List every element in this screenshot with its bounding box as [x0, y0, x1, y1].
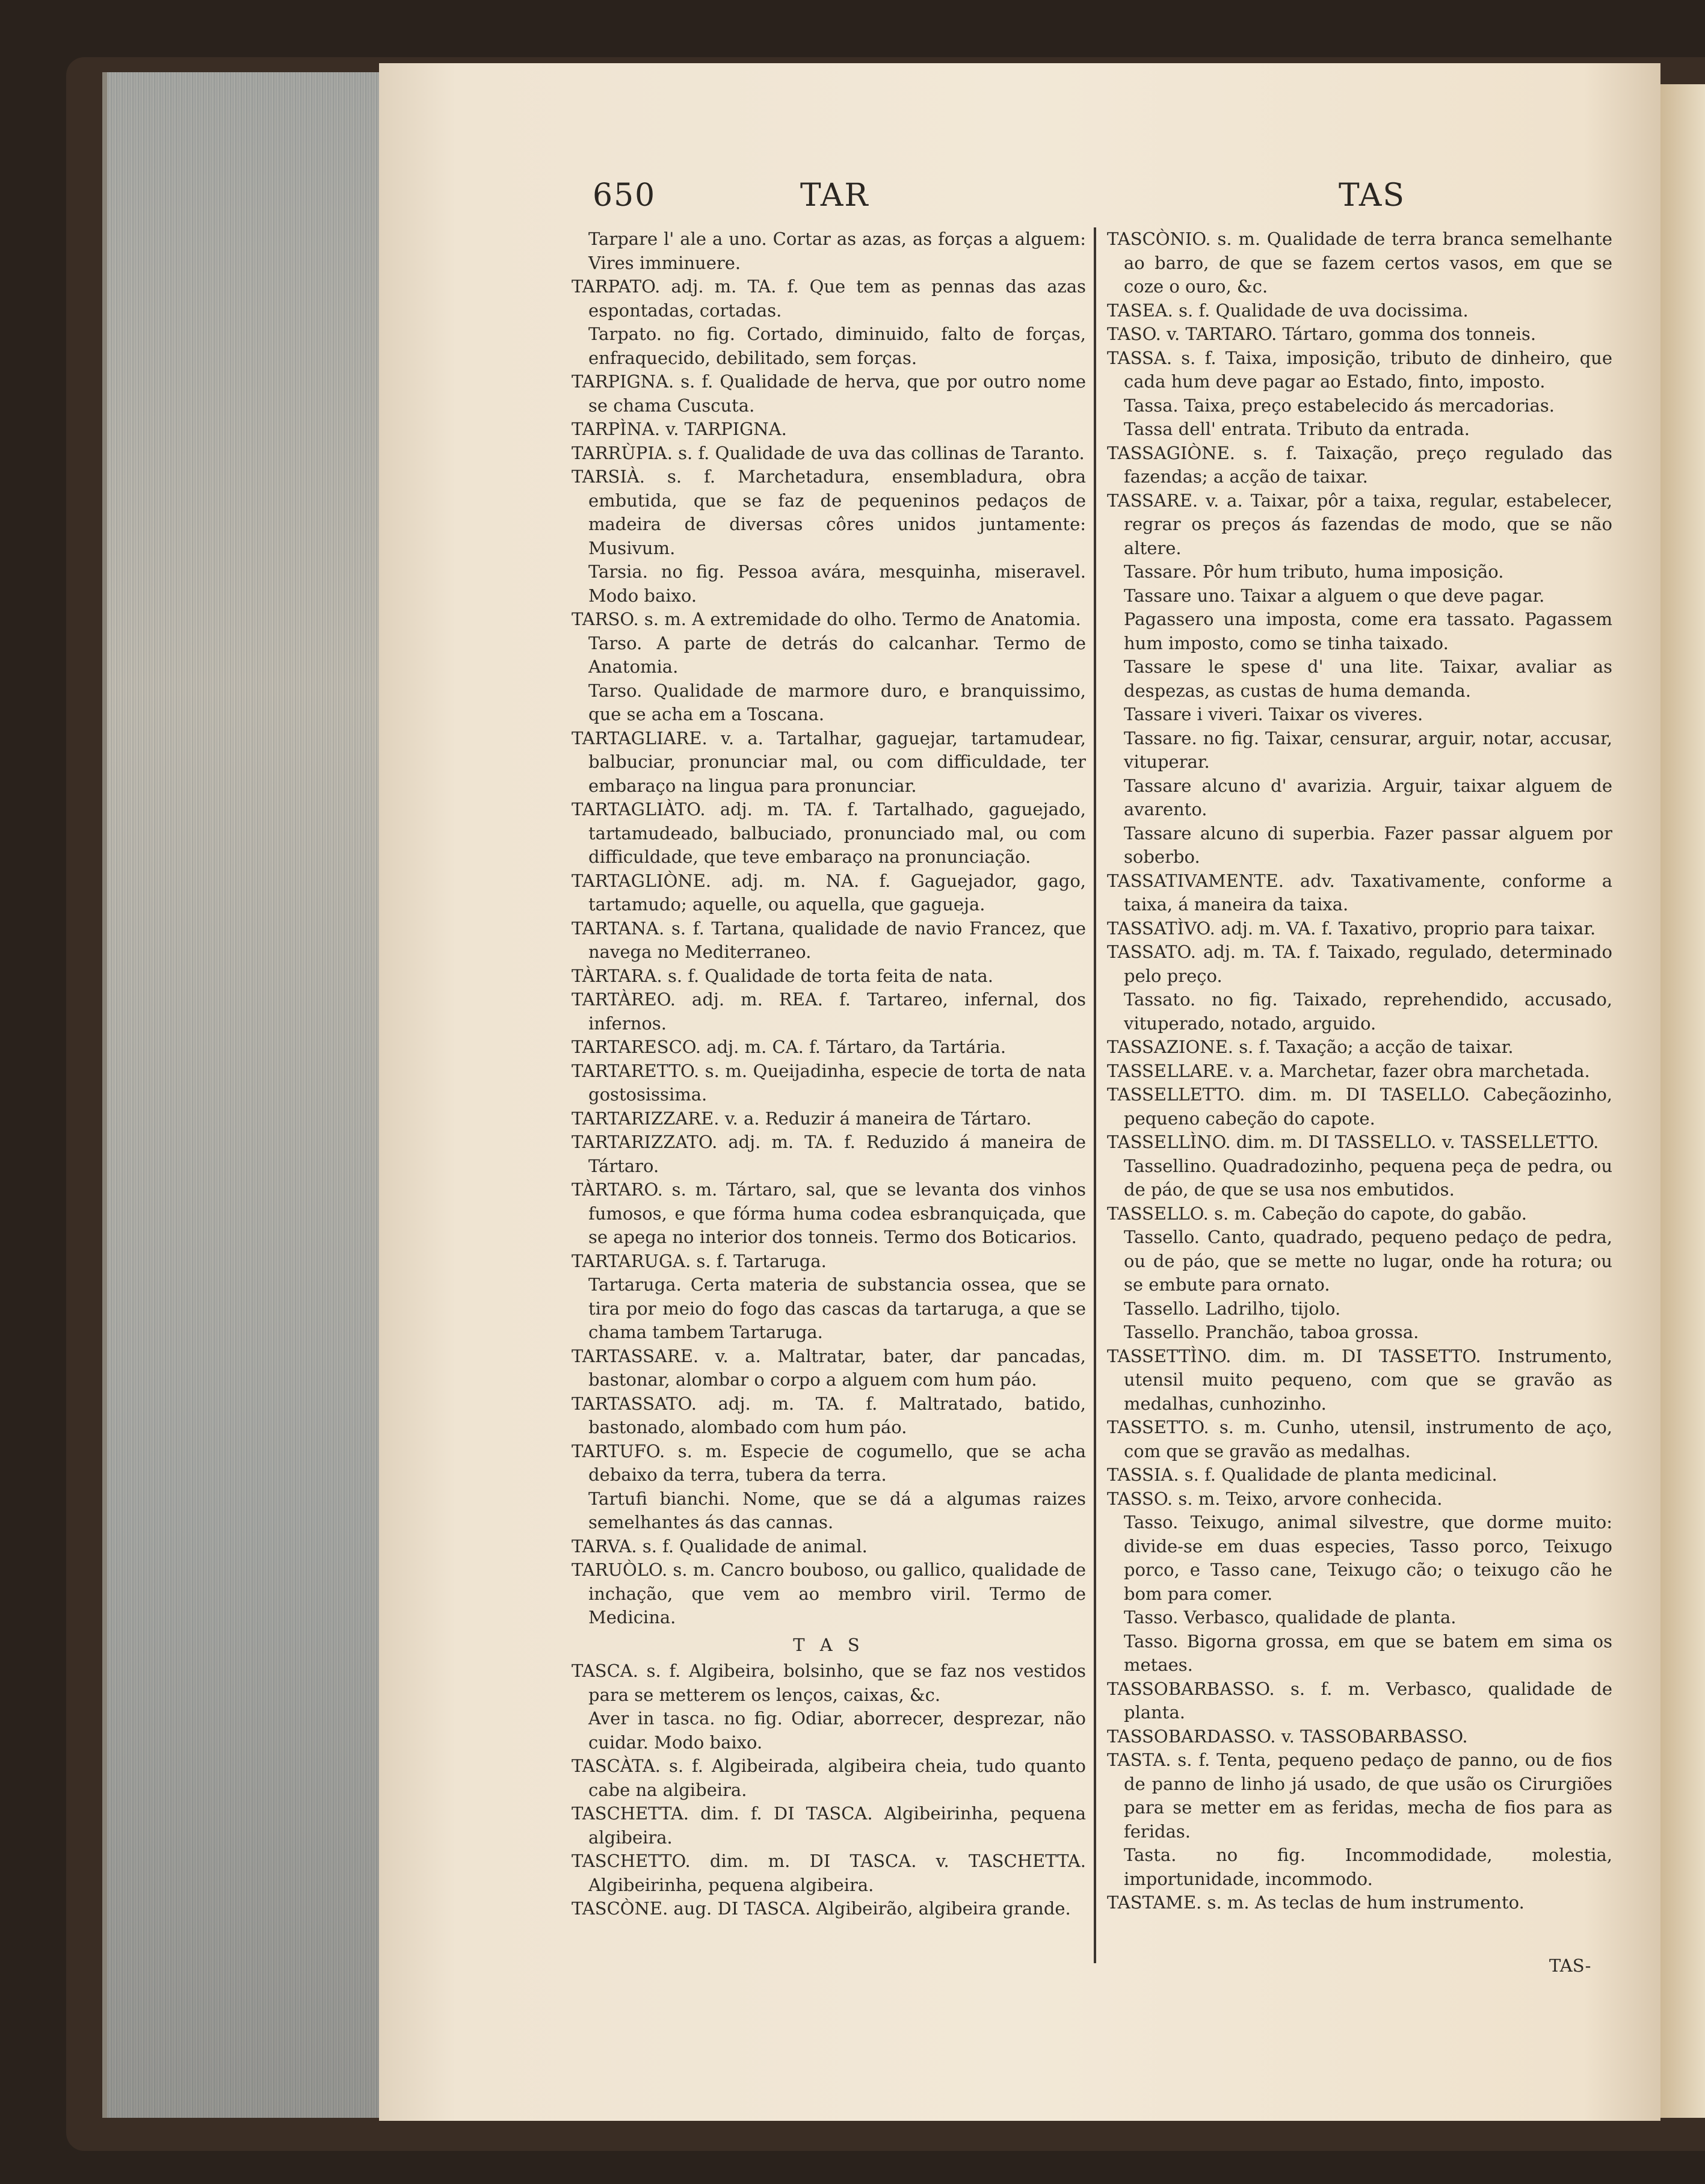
entry-subsense: Tasso. Bigorna grossa, em que se batem em sima os metaes.: [1124, 1630, 1612, 1675]
right-column: [1107, 227, 1612, 1915]
dictionary-entry: TASSATIVAMENTE. adv. Taxativamente, conforme a taixa, á maneira da taixa.: [1107, 870, 1612, 915]
dictionary-entry: TARTÀREO. adj. m. REA. f. Tartareo, infernal, dos infernos.: [572, 989, 1086, 1034]
dictionary-entry: TASCHETTO. dim. m. DI TASCA. v. TASCHETTA. Algibeirinha, pequena algibeira.: [572, 1851, 1086, 1895]
dictionary-entry: TÀRTARO. s. m. Tártaro, sal, que se levanta dos vinhos fumosos, e que fórma huma codea esbranquiçada, que se apega no interior dos tonneis. Termo dos Boticarios.: [572, 1179, 1086, 1247]
dictionary-entry: TASCA. s. f. Algibeira, bolsinho, que se faz nos vestidos para se metterem os lenços, caixas, &c.: [572, 1661, 1086, 1705]
dictionary-entry: TARTARETTO. s. m. Queijadinha, especie de torta de nata gostosissima.: [572, 1060, 1086, 1105]
entry-subsense: Tassellino. Quadradozinho, pequena peça de pedra, ou de páo, de que se usa nos embutidos.: [1124, 1155, 1612, 1200]
dictionary-entry: TASCÒNIO. s. m. Qualidade de terra branca semelhante ao barro, de que se fazem certos vasos, em que se coze o ouro, &c.: [1107, 229, 1612, 297]
dictionary-entry: TASO. v. TARTARO. Tártaro, gomma dos tonneis.: [1107, 324, 1537, 344]
entry-subsense: Tassello. Pranchão, taboa grossa.: [1124, 1322, 1419, 1342]
column-rule: [1094, 227, 1096, 1963]
entry-subsense: Tarpare l' ale a uno. Cortar as azas, as forças a alguem: Vires imminuere.: [588, 229, 1086, 273]
dictionary-entry: TARTARIZZARE. v. a. Reduzir á maneira de Tártaro.: [572, 1108, 1032, 1129]
running-head-left: TAR: [800, 177, 869, 214]
dictionary-entry: TASSOBARDASSO. v. TASSOBARBASSO.: [1107, 1726, 1468, 1747]
entry-subsense: Tassa dell' entrata. Tributo da entrada.: [1124, 419, 1470, 439]
entry-subsense: Tasso. Verbasco, qualidade de planta.: [1124, 1607, 1457, 1627]
dictionary-entry: TASSAZIONE. s. f. Taxação; a acção de taixar.: [1107, 1037, 1514, 1057]
dictionary-entry: TARTANA. s. f. Tartana, qualidade de navio Francez, que navega no Mediterraneo.: [572, 918, 1086, 962]
entry-subsense: Tassare uno. Taixar a alguem o que deve pagar.: [1124, 585, 1545, 606]
dictionary-entry: TASSO. s. m. Teixo, arvore conhecida.: [1107, 1488, 1443, 1509]
dictionary-entry: TARUÒLO. s. m. Cancro bouboso, ou gallico, qualidade de inchação, que vem ao membro viril. Termo de Medicina.: [572, 1559, 1086, 1627]
catchword: TAS-: [1549, 1955, 1591, 1976]
dictionary-entry: TARPÌNA. v. TARPIGNA.: [572, 419, 787, 439]
entry-subsense: Tasta. no fig. Incommodidade, molestia, importunidade, incommodo.: [1124, 1845, 1612, 1889]
entry-subsense: Tassare alcuno di superbia. Fazer passar alguem por soberbo.: [1124, 822, 1612, 867]
dictionary-entry: TÀRTARA. s. f. Qualidade de torta feita de nata.: [572, 965, 993, 986]
dictionary-entry: TARPATO. adj. m. TA. f. Que tem as pennas das azas espontadas, cortadas.: [572, 276, 1086, 321]
section-heading: T A S: [793, 1634, 865, 1655]
dictionary-entry: TARTUFO. s. m. Especie de cogumello, que se acha debaixo da terra, tubera da terra.: [572, 1440, 1086, 1485]
dictionary-entry: TASSETTÌNO. dim. m. DI TASSETTO. Instrumento, utensil muito pequeno, com que se gravão as medalhas, cunhozinho.: [1107, 1345, 1612, 1414]
dictionary-entry: TASCÒNE. aug. DI TASCA. Algibeirão, algibeira grande.: [572, 1898, 1071, 1919]
dictionary-entry: TARTAGLIARE. v. a. Tartalhar, gaguejar, tartamudear, balbuciar, pronunciar mal, ou com difficuldade, ter embaraço na lingua para pronunciar.: [572, 727, 1086, 796]
entry-subsense: Pagassero una imposta, come era tassato. Pagassem hum imposto, como se tinha taixado.: [1124, 609, 1612, 653]
dictionary-entry: TASSARE. v. a. Taixar, pôr a taixa, regular, estabelecer, regrar os preços ás fazendas de modo, que se não altere.: [1107, 490, 1612, 558]
dictionary-entry: TARTASSARE. v. a. Maltratar, bater, dar pancadas, bastonar, alombar o corpo a alguem com hum páo.: [572, 1345, 1086, 1390]
page-edges: [102, 72, 384, 2118]
dictionary-entry: TARSO. s. m. A extremidade do olho. Termo de Anatomia.: [572, 609, 1081, 629]
dictionary-entry: TASSA. s. f. Taixa, imposição, tributo de dinheiro, que cada hum deve pagar ao Estado, finto, imposto.: [1107, 347, 1612, 392]
entry-subsense: Tassare i viveri. Taixar os viveres.: [1124, 704, 1423, 724]
entry-subsense: Tassare alcuno d' avarizia. Arguir, taixar alguem de avarento.: [1124, 775, 1612, 819]
dictionary-entry: TARTARIZZATO. adj. m. TA. f. Reduzido á maneira de Tártaro.: [572, 1132, 1086, 1176]
dictionary-entry: TASSELLETTO. dim. m. DI TASELLO. Cabeçãozinho, pequeno cabeção do capote.: [1107, 1084, 1612, 1129]
entry-subsense: Tartufi bianchi. Nome, que se dá a algumas raizes semelhantes ás das cannas.: [588, 1488, 1086, 1532]
dictionary-entry: TASSELLÌNO. dim. m. DI TASSELLO. v. TASSELLETTO.: [1107, 1132, 1599, 1152]
dictionary-entry: TARRÙPIA. s. f. Qualidade de uva das collinas de Taranto.: [572, 442, 1085, 463]
dictionary-entry: TASEA. s. f. Qualidade de uva docissima.: [1107, 300, 1469, 321]
left-column: [572, 227, 1086, 1921]
entry-subsense: Tasso. Teixugo, animal silvestre, que dorme muito: divide-se em duas especies, Tasso porco, Teixugo porco, e Tasso cane, Teixugo cão; o teixugo cão he bom para comer.: [1124, 1512, 1612, 1604]
entry-subsense: Tarso. A parte de detrás do calcanhar. Termo de Anatomia.: [588, 632, 1086, 677]
dictionary-entry: TARVA. s. f. Qualidade de animal.: [572, 1535, 868, 1556]
dictionary-entry: TARTARESCO. adj. m. CA. f. Tártaro, da Tartária.: [572, 1037, 1007, 1057]
dictionary-entry: TASCHETTA. dim. f. DI TASCA. Algibeirinha, pequena algibeira.: [572, 1803, 1086, 1848]
dictionary-entry: TASSOBARBASSO. s. f. m. Verbasco, qualidade de planta.: [1107, 1678, 1612, 1723]
dictionary-entry: TASCÀTA. s. f. Algibeirada, algibeira cheia, tudo quanto cabe na algibeira.: [572, 1756, 1086, 1800]
dictionary-entry: TARSIÀ. s. f. Marchetadura, ensembladura, obra embutida, que se faz de pequeninos pedaços de madeira de diversas côres unidos juntamente: Musivum.: [572, 466, 1086, 558]
dictionary-entry: TARTARUGA. s. f. Tartaruga.: [572, 1250, 827, 1271]
facing-page-edge: [1660, 84, 1705, 2118]
dictionary-entry: TASSIA. s. f. Qualidade de planta medicinal.: [1107, 1464, 1497, 1485]
dictionary-entry: TASSATÌVO. adj. m. VA. f. Taxativo, proprio para taixar.: [1107, 918, 1596, 939]
dictionary-entry: TASSATO. adj. m. TA. f. Taixado, regulado, determinado pelo preço.: [1107, 942, 1612, 986]
dictionary-entry: TASSAGIÒNE. s. f. Taixação, preço regulado das fazendas; a acção de taixar.: [1107, 442, 1612, 487]
entry-subsense: Tarpato. no fig. Cortado, diminuido, falto de forças, enfraquecido, debilitado, sem forças.: [588, 324, 1086, 368]
entry-subsense: Tassello. Ladrilho, tijolo.: [1124, 1298, 1341, 1319]
entry-subsense: Aver in tasca. no fig. Odiar, aborrecer, desprezar, não cuidar. Modo baixo.: [588, 1708, 1086, 1753]
entry-subsense: Tassare. Pôr hum tributo, huma imposição.: [1124, 561, 1504, 582]
dictionary-entry: TARTAGLIÀTO. adj. m. TA. f. Tartalhado, gaguejado, tartamudeado, balbuciado, pronunciado mal, ou com difficuldade, que teve embaraço na pronunciação.: [572, 799, 1086, 867]
running-head-right: TAS: [1339, 177, 1406, 214]
dictionary-entry: TARTAGLIÒNE. adj. m. NA. f. Gaguejador, gago, tartamudo; aquelle, ou aquella, que gagueja.: [572, 870, 1086, 915]
entry-subsense: Tassa. Taixa, preço estabelecido ás mercadorias.: [1124, 395, 1555, 416]
entry-subsense: Tartaruga. Certa materia de substancia ossea, que se tira por meio do fogo das cascas da tartaruga, a que se chama tambem Tartaruga.: [588, 1274, 1086, 1342]
entry-subsense: Tassato. no fig. Taixado, reprehendido, accusado, vituperado, notado, arguido.: [1124, 989, 1612, 1034]
dictionary-entry: TASTA. s. f. Tenta, pequeno pedaço de panno, ou de fios de panno de linho já usado, de que usão os Cirurgiões para se metter em as feridas, mecha de fios para as feridas.: [1107, 1750, 1612, 1842]
entry-subsense: Tassello. Canto, quadrado, pequeno pedaço de pedra, ou de páo, que se mette no lugar, onde ha rotura; ou se embute para ornato.: [1124, 1227, 1612, 1295]
entry-subsense: Tassare. no fig. Taixar, censurar, arguir, notar, accusar, vituperar.: [1124, 727, 1612, 772]
dictionary-entry: TASSELLO. s. m. Cabeção do capote, do gabão.: [1107, 1203, 1527, 1224]
dictionary-entry: TASSELLARE. v. a. Marchetar, fazer obra marchetada.: [1107, 1060, 1590, 1081]
page-number: 650: [593, 177, 656, 214]
entry-subsense: Tassare le spese d' una lite. Taixar, avaliar as despezas, as custas de huma demanda.: [1124, 656, 1612, 701]
dictionary-entry: TARPIGNA. s. f. Qualidade de herva, que por outro nome se chama Cuscuta.: [572, 371, 1086, 416]
dictionary-entry: TASTAME. s. m. As teclas de hum instrumento.: [1107, 1892, 1525, 1913]
dictionary-entry: TASSETTO. s. m. Cunho, utensil, instrumento de aço, com que se gravão as medalhas.: [1107, 1417, 1612, 1461]
entry-subsense: Tarso. Qualidade de marmore duro, e branquissimo, que se acha em a Toscana.: [588, 680, 1086, 724]
entry-subsense: Tarsia. no fig. Pessoa avára, mesquinha, miseravel. Modo baixo.: [588, 561, 1086, 606]
dictionary-entry: TARTASSATO. adj. m. TA. f. Maltratado, batido, bastonado, alombado com hum páo.: [572, 1393, 1086, 1437]
